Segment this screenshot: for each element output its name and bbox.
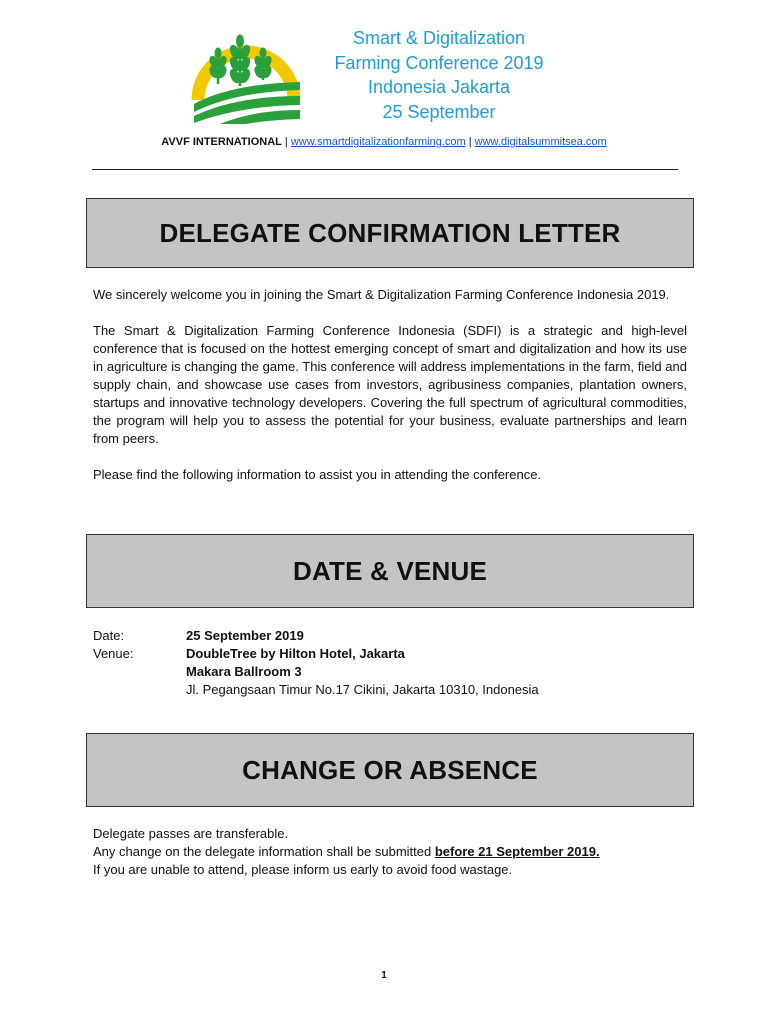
organizer-name: AVVF INTERNATIONAL xyxy=(161,136,282,148)
section-heading: CHANGE OR ABSENCE xyxy=(242,754,538,785)
website-link-digitalsummitsea[interactable]: www.digitalsummitsea.com xyxy=(474,136,607,148)
welcome-text xyxy=(93,286,687,502)
section-banner-confirmation xyxy=(86,198,694,268)
venue-address: Jl. Pegangsaan Timur No.17 Cikini, Jakarta 10310, Indonesia xyxy=(186,682,539,697)
deadline-date: before 21 September 2019. xyxy=(434,844,600,859)
header-divider xyxy=(92,169,678,170)
date-value: 25 September 2019 xyxy=(186,628,304,643)
title-line-2: Farming Conference 2019 xyxy=(334,52,544,73)
date-row xyxy=(93,627,539,645)
venue-row xyxy=(93,645,539,663)
venue-name: DoubleTree by Hilton Hotel, Jakarta xyxy=(186,646,405,661)
title-line-1: Smart & Digitalization xyxy=(352,28,526,48)
change-deadline-note xyxy=(93,843,600,861)
page-number: 1 xyxy=(381,970,387,981)
change-details xyxy=(93,825,600,879)
title-line-3: Indonesia Jakarta xyxy=(367,77,511,97)
section-heading: DATE & VENUE xyxy=(292,555,488,586)
farm-logo-icon xyxy=(190,22,302,124)
website-link-smartdigitalizationfarming[interactable]: www.smartdigitalizationfarming.com xyxy=(290,136,466,148)
separator: | xyxy=(284,136,288,148)
venue-label: Venue: xyxy=(93,646,134,661)
transferable-note: Delegate passes are transferable. xyxy=(93,826,289,841)
change-deadline-text: Any change on the delegate information shall be submitted xyxy=(93,844,435,859)
conference-title xyxy=(304,26,574,124)
venue-room-row xyxy=(93,663,539,681)
section-heading: DELEGATE CONFIRMATION LETTER xyxy=(159,217,621,248)
section-banner-venue xyxy=(86,534,694,608)
date-label: Date: xyxy=(93,628,125,643)
organizer-line xyxy=(0,136,768,148)
title-line-4: 25 September xyxy=(382,101,496,122)
conference-header xyxy=(190,22,590,128)
venue-room: Makara Ballroom 3 xyxy=(186,664,302,679)
conference-description-paragraph: The Smart & Digitalization Farming Conference Indonesia (SDFI) is a strategic and high-level conference that is focused on the hottest emerging concept of smart and digitalization and how its use in agriculture is changing the game. This conference will address implementations in the farm, field and supply chain, and showcase use cases from investors, agribusiness companies, plantation owners, startups and innovative technology developers. Covering the full spectrum of agricultural commodities, the program will help you to assess the potential for your business, evaluate partnerships and learn from peers. xyxy=(93,323,687,446)
absence-note: If you are unable to attend, please inform us early to avoid food wastage. xyxy=(93,862,513,877)
welcome-paragraph: We sincerely welcome you in joining the Smart & Digitalization Farming Conference Indonesia 2019. xyxy=(93,287,670,302)
info-paragraph: Please find the following information to assist you in attending the conference. xyxy=(93,467,542,482)
venue-address-row xyxy=(93,681,539,699)
section-banner-change xyxy=(86,733,694,807)
venue-details xyxy=(93,627,539,699)
separator: | xyxy=(468,136,472,148)
